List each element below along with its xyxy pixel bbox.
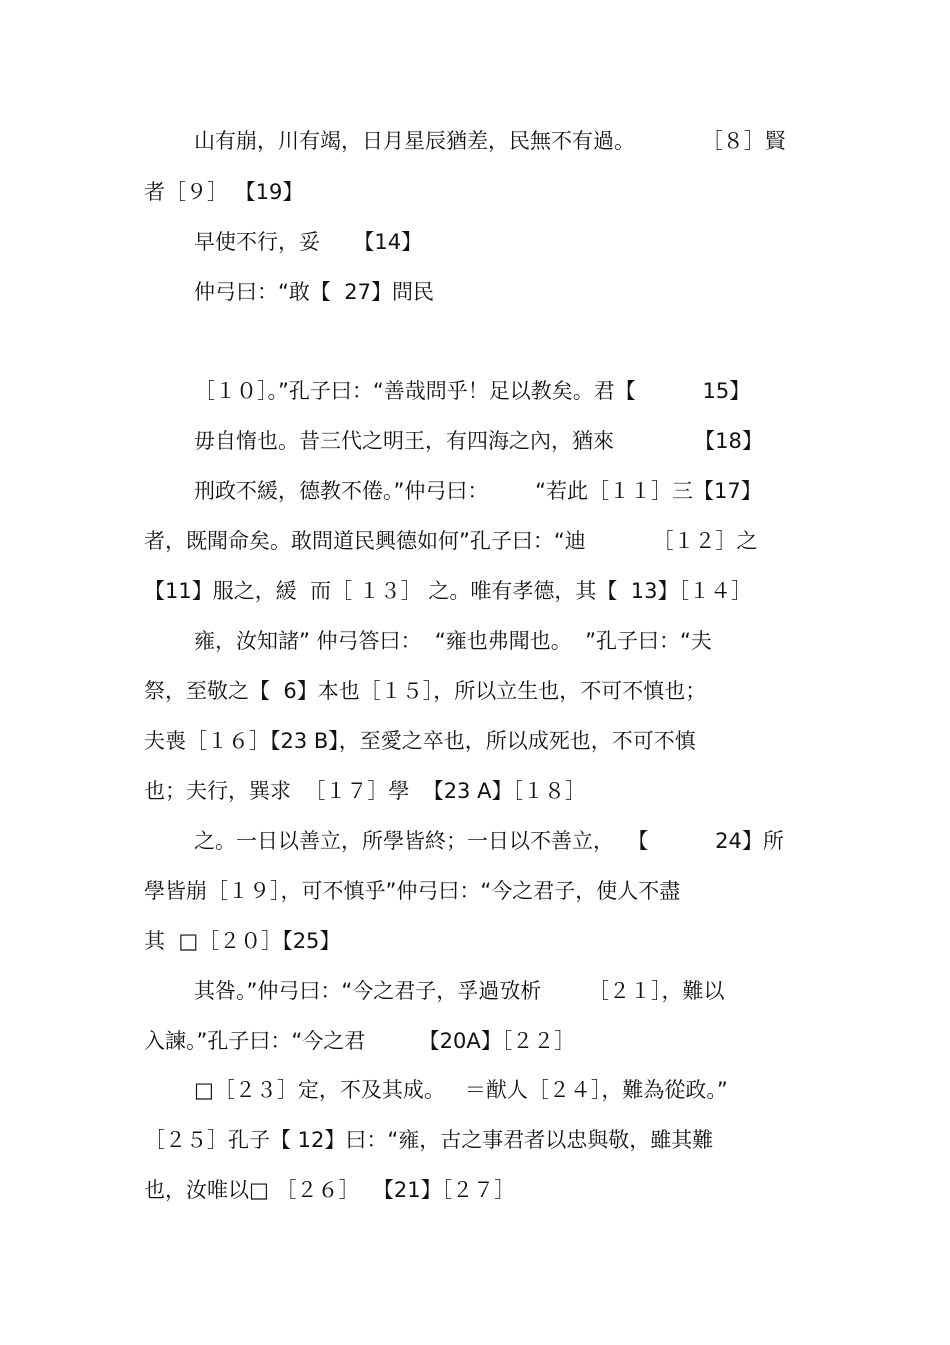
text-line-8: 者，既聞命矣。敢問道民興德如何”孔子曰：“迪 ［１２］之 — [144, 529, 758, 553]
text-line-7: 刑政不緩，德教不倦。”仲弓曰： “若此［１１］三【17】 — [194, 479, 762, 503]
text-line-16: 其 □［２０］【25】 — [144, 929, 341, 953]
text-line-13: 也；夫行，巽求 ［１７］學 【23 A】［１８］ — [144, 779, 586, 803]
text-line-12: 夫喪［１６］【23 B】，至愛之卒也，所以成死也，不可不慎 — [144, 729, 696, 753]
text-line-11: 祭，至敬之【 6】本也［１５］，所以立生也，不可不慎也； — [144, 679, 707, 703]
text-line-3: 早使不行，妥 【14】 — [194, 230, 423, 254]
text-line-14: 之。一日以善立，所學皆終；一日以不善立， 【 24】所 — [194, 829, 784, 853]
text-line-15: 學皆崩［１９］，可不慎乎”仲弓曰：“今之君子，使人不盡 — [144, 879, 681, 903]
text-line-21: 也，汝唯以□ ［２６］ 【21】［２７］ — [144, 1178, 516, 1202]
text-line-20: ［２５］孔子【 12】曰：“雍，古之事君者以忠與敬，雖其難 — [144, 1128, 714, 1152]
text-line-19: □［２３］定，不及其成。 ＝猷人［２４］，難為從政。” — [194, 1078, 728, 1102]
text-line-18: 入諫。”孔子曰：“今之君 【20A】［２２］ — [144, 1029, 576, 1053]
text-line-2: 者［９］ 【19】 — [144, 180, 304, 204]
text-line-17: 其咎。”仲弓曰：“今之君子，孚過攷析 ［２１］，難以 — [194, 979, 725, 1003]
text-line-5: ［１０］。”孔子曰：“善哉問乎！足以教矣。君【 15】 — [194, 379, 751, 403]
text-line-4: 仲弓曰：“敢【 27】問民 — [194, 280, 434, 304]
text-line-10: 雍，汝知諸” 仲弓答曰： “雍也弗聞也。 ”孔子曰：“夫 — [194, 629, 712, 653]
text-line-6: 毋自惰也。昔三代之明王，有四海之內，猶來 【18】 — [194, 429, 763, 453]
text-line-9: 【11】服之，緩 而［ １３］ 之。唯有孝德，其【 13】［１４］ — [144, 579, 752, 603]
text-line-1: 山有崩，川有竭，日月星辰猶差，民無不有過。 ［８］賢 — [194, 129, 786, 153]
